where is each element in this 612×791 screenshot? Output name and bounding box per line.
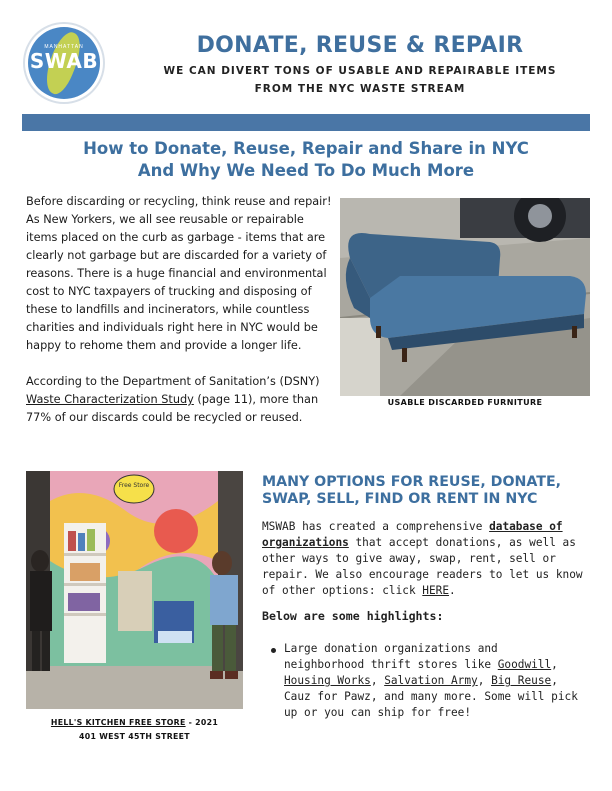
subtitle-line-2: FROM THE NYC WASTE STREAM bbox=[254, 83, 466, 95]
header-divider-bar bbox=[22, 114, 590, 131]
highlights-bullet bbox=[284, 641, 584, 721]
bullet-icon bbox=[271, 648, 276, 653]
options-body-end: . bbox=[449, 584, 456, 597]
store-caption-line-1 bbox=[26, 716, 243, 730]
intro-p2-end: (page 11), more than 77% of our discards could be recycled or reused. bbox=[26, 393, 319, 424]
free-store-photo bbox=[26, 471, 243, 709]
logo-text: SWAB bbox=[29, 49, 99, 73]
subtitle-line-1: WE CAN DIVERT TONS OF USABLE AND REPAIRABLE ITEMS bbox=[163, 65, 557, 77]
intro-paragraph-2 bbox=[26, 373, 336, 427]
store-caption-year: - 2021 bbox=[185, 718, 219, 727]
database-link[interactable]: database of organizations bbox=[262, 520, 563, 549]
intro-p2-start: According to the Department of Sanitation’s (DSNY) bbox=[26, 375, 320, 388]
store-photo-caption bbox=[26, 716, 243, 744]
highlights-title: Below are some highlights: bbox=[262, 609, 444, 623]
section-heading-line-1: How to Donate, Reuse, Repair and Share in NYC bbox=[83, 139, 529, 158]
options-body bbox=[262, 519, 592, 599]
waste-study-link[interactable]: Waste Characterization Study bbox=[26, 393, 194, 406]
separator: , bbox=[551, 658, 558, 671]
page-title: DONATE, REUSE & REPAIR bbox=[196, 33, 524, 58]
page-subtitle bbox=[130, 62, 590, 98]
options-heading: MANY OPTIONS FOR REUSE, DONATE, SWAP, SELL, FIND OR RENT IN NYC bbox=[262, 474, 562, 507]
housing-works-link[interactable]: Housing Works bbox=[284, 674, 371, 687]
bullet-start: Large donation organizations and neighborhood thrift stores like bbox=[284, 642, 498, 671]
goodwill-link[interactable]: Goodwill bbox=[497, 658, 552, 671]
intro-text bbox=[26, 193, 336, 445]
separator: , bbox=[551, 674, 558, 687]
free-store-link[interactable]: HELL'S KITCHEN FREE STORE bbox=[50, 718, 186, 727]
bullet-end: Cauz for Pawz, and many more. Some will pick up or you can ship for free! bbox=[284, 690, 578, 719]
options-body-start: MSWAB has created a comprehensive bbox=[262, 520, 490, 533]
logo-small-text: MANHATTAN bbox=[44, 44, 84, 50]
here-link[interactable]: HERE bbox=[422, 584, 450, 597]
section-heading-line-2: And Why We Need To Do Much More bbox=[137, 161, 475, 180]
mswab-logo bbox=[28, 27, 100, 99]
salvation-army-link[interactable]: Salvation Army bbox=[384, 674, 478, 687]
section-heading bbox=[40, 138, 572, 182]
discarded-couch-photo bbox=[340, 198, 590, 396]
separator: , bbox=[477, 674, 492, 687]
big-reuse-link[interactable]: Big Reuse bbox=[491, 674, 552, 687]
couch-photo-caption: USABLE DISCARDED FURNITURE bbox=[387, 398, 543, 407]
store-sign-text: Free Store bbox=[118, 482, 150, 489]
options-body-middle: that accept donations, as well as other ways to give away, swap, rent, sell or repair. We also encourage readers to let us know of other options: click bbox=[262, 536, 583, 597]
separator: , bbox=[370, 674, 385, 687]
intro-paragraph-1: Before discarding or recycling, think reuse and repair! As New Yorkers, we all see reusable or repairable items placed on the curb as garbage - items that are clearly not garbage but are discarded for a variety of reasons. There is a huge financial and environmental cost to NYC taxpayers of trucking and disposing of these to landfills and incinerators, while countless charities and individuals right here in NYC would be happy to rehome them and provide a longer life. bbox=[26, 195, 332, 352]
store-caption-address: 401 WEST 45TH STREET bbox=[79, 732, 190, 741]
